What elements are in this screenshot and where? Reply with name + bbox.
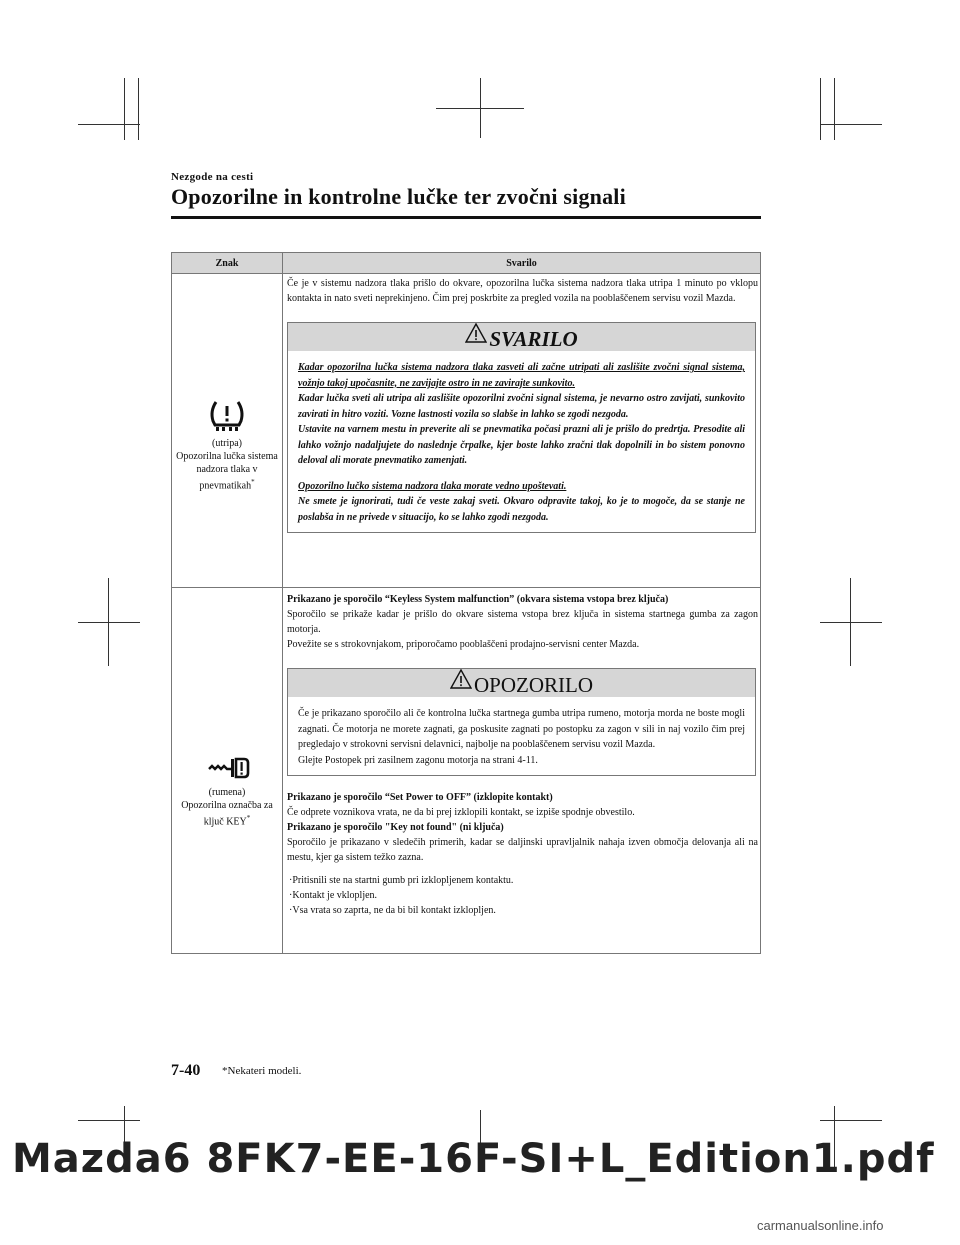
crop-mark (138, 78, 139, 140)
description-cell (283, 588, 761, 954)
list-item: ·Vsa vrata so zaprta, ne da bi bil kontakt izklopljen. (289, 905, 496, 916)
warning-paragraph: Ne smete je ignorirati, tudi če veste zakaj sveti. Okvaro odpravite takoj, ko je to mogoče, da se stanje ne poslabša in ne privede v situacijo, ko se lahko zgodi nezgoda. (298, 496, 745, 523)
warning-triangle-icon (465, 323, 487, 355)
crop-mark (820, 78, 821, 140)
site-watermark[interactable]: carmanualsonline.info (757, 1218, 884, 1233)
svarilo-box (287, 322, 756, 533)
message-heading: Prikazano je sporočilo “Set Power to OFF” (izklopite kontakt) (287, 792, 553, 803)
crop-mark (78, 1120, 140, 1121)
crop-mark (820, 1120, 882, 1121)
description-text: Sporočilo se prikaže kadar je prišlo do okvare sistema vstopa brez ključa in sistema startnega gumba za zagon motorja. (287, 609, 758, 635)
svarilo-header (288, 323, 755, 351)
opozorilo-box (287, 668, 756, 776)
symbol-state: (rumena) (208, 787, 246, 799)
column-header-warning: Svarilo (283, 253, 761, 274)
crop-mark (78, 124, 140, 125)
warning-table (171, 252, 761, 954)
table-header-row (172, 253, 761, 274)
list-item: ·Kontakt je vklopljen. (289, 890, 378, 901)
file-name-watermark: Mazda6 8FK7-EE-16F-SI+L_Edition1.pdf (12, 1136, 935, 1182)
svarilo-body (288, 351, 755, 532)
crop-mark (436, 108, 524, 109)
description-text: Če je v sistemu nadzora tlaka prišlo do okvare, opozorilna lučka sistema nadzora tlaka utripa 1 minuto po vklopu kontakta in nato sveti neprekinjeno. Čim prej poskrbite za pregled vozila na pooblaščenem servisu vozil Mazda. (287, 278, 758, 304)
section-label: Nezgode na cesti (171, 171, 254, 183)
opozorilo-header (288, 669, 755, 697)
page-title: Opozorilne in kontrolne lučke ter zvočni signali (171, 184, 626, 209)
message-heading: Prikazano je sporočilo “Keyless System malfunction” (okvara sistema vstopa brez ključa) (287, 594, 669, 605)
crop-mark (78, 622, 140, 623)
description-text: Povežite se s strokovnjakom, priporočamo pooblaščeni prodajno-servisni center Mazda. (287, 639, 640, 650)
crop-mark (124, 78, 125, 140)
crop-mark (820, 124, 882, 125)
symbol-cell (172, 588, 283, 954)
asterisk: * (251, 477, 255, 486)
warning-paragraph: Glejte Postopek pri zasilnem zagonu motorja na strani 4-11. (298, 754, 538, 766)
warning-paragraph: Ustavite na varnem mestu in preverite ali se pnevmatika počasi prazni ali je prišlo do predrtja. Presodite ali lahko vožnjo nadaljujete do naslednje črpalke, kjer boste lahko zračni tlak dopolnili in bo sistem ponovno deloval ali morate pnevmatiko zamenjati. (298, 424, 745, 466)
list-item: ·Pritisnili ste na startni gumb pri izklopljenem kontaktu. (289, 875, 514, 886)
table-row (172, 588, 761, 954)
warning-paragraph: Kadar opozorilna lučka sistema nadzora tlaka zasveti ali začne utripati ali zaslišite zvočni signal sistema, vožnjo takoj upočasnite, ne zavijajte ostro in ne zavirajte sunkovito. (298, 362, 745, 389)
key-warning-icon (172, 752, 282, 786)
warning-paragraph: Opozorilno lučko sistema nadzora tlaka morate vedno upoštevati. (298, 480, 567, 492)
symbol-label: Opozorilna lučka sistema nadzora tlaka v pnevmatikah (176, 450, 278, 492)
crop-mark (834, 78, 835, 140)
description-cell (283, 274, 761, 588)
symbol-label: Opozorilna označba za ključ KEY (181, 800, 273, 828)
warning-paragraph: Kadar lučka sveti ali utripa ali zaslišite opozorilni zvočni signal sistema, je nevarno ostro zavijati, sunkovito zavirati in hitro voziti. Vozne lastnosti vozila so slabše in lahko se zgodi nezgoda. (298, 393, 745, 420)
crop-mark (820, 622, 882, 623)
message-heading: Prikazano je sporočilo "Key not found" (ni ključa) (287, 822, 504, 833)
column-header-symbol: Znak (172, 253, 283, 274)
svarilo-title: SVARILO (489, 327, 578, 351)
table-row (172, 274, 761, 588)
warning-paragraph: Če je prikazano sporočilo ali če kontrolna lučka startnega gumba utripa rumeno, motorja morda ne boste mogli zagnati. Če motorja ne morete zagnati, ga poskusite zagnati po postopku za zagon v sili in naj vozilo čim prej pregledajo v strokovni servisni delavnici, najbolje na pooblaščenem servisu vozil Mazda. (298, 708, 745, 750)
page-number: 7-40 (171, 1062, 201, 1079)
opozorilo-body (288, 697, 755, 775)
tire-pressure-icon (172, 399, 282, 437)
description-text: Sporočilo je prikazano v sledečih primerih, kadar se daljinski upravljalnik nahaja izven območja delovanja ali na mestu, kjer ga sistem težko zazna. (287, 837, 758, 863)
footnote: *Nekateri modeli. (222, 1065, 302, 1077)
symbol-state: (utripa) (212, 437, 242, 449)
asterisk: * (246, 814, 251, 823)
symbol-cell (172, 274, 283, 588)
description-text: Če odprete voznikova vrata, ne da bi prej izklopili kontakt, se izpiše spodnje obvestilo. (287, 807, 635, 818)
title-rule (171, 216, 761, 219)
opozorilo-title: OPOZORILO (474, 673, 593, 697)
warning-triangle-icon (450, 669, 472, 701)
bullet-list (289, 873, 760, 918)
